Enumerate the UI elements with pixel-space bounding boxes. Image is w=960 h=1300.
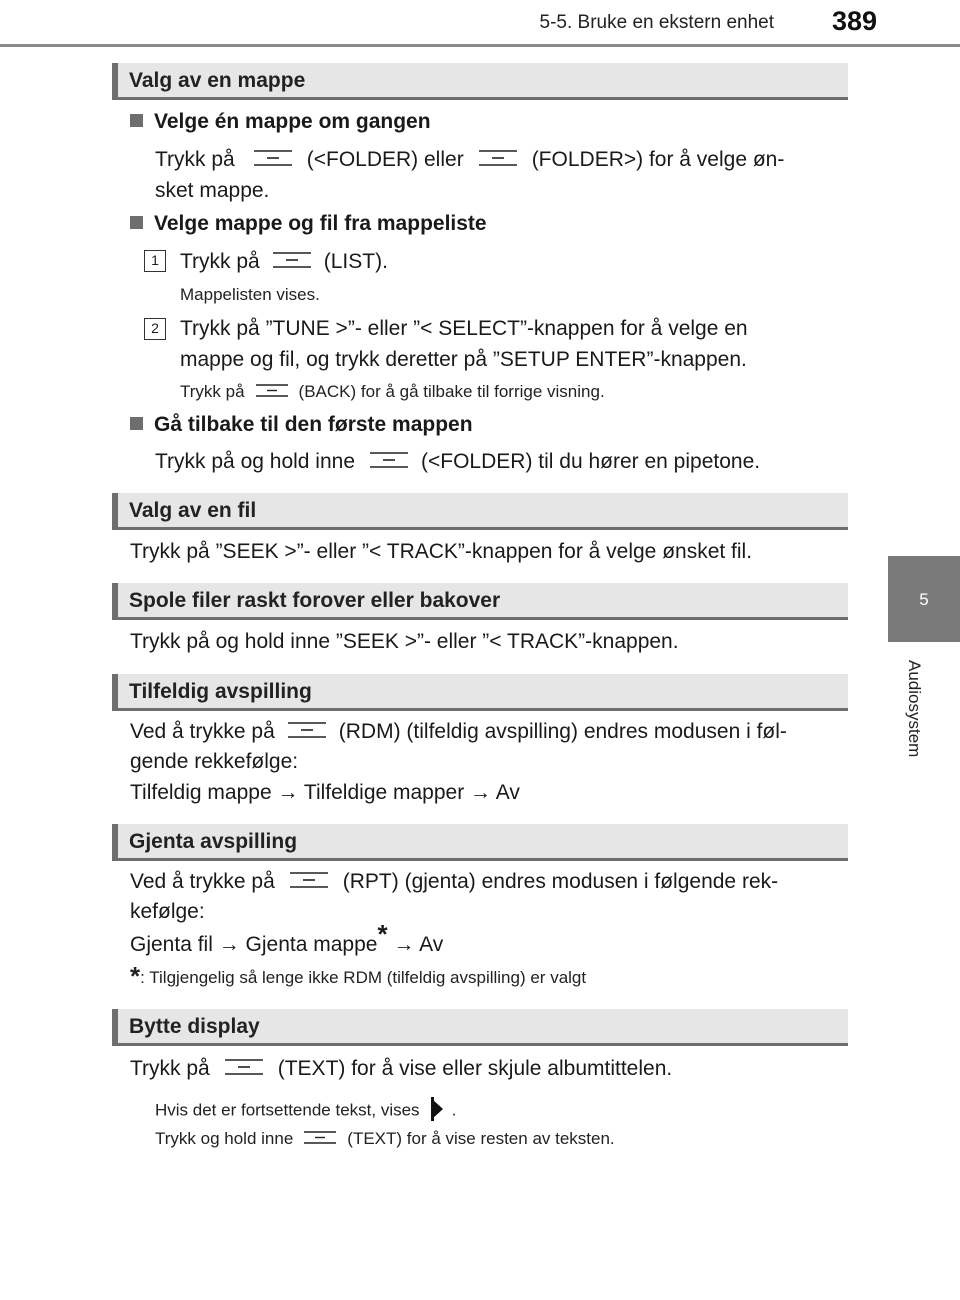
section-heading-seek — [112, 583, 848, 620]
subheading-folder-list-text: Velge mappe og fil fra mappeliste — [154, 212, 487, 235]
square-bullet-icon — [130, 216, 143, 229]
text: (LIST). — [323, 250, 388, 273]
section-heading-folder-text: Valg av en mappe — [129, 69, 306, 92]
button-icon — [253, 149, 293, 167]
page-number: 389 — [832, 6, 878, 36]
section-heading-display — [112, 1009, 848, 1046]
paragraph-one-folder-cont: sket mappe. — [155, 179, 270, 202]
text: → Av — [387, 933, 444, 956]
button-icon — [289, 871, 329, 889]
paragraph-repeat-line-3 — [130, 919, 444, 960]
subheading-one-folder-text: Velge én mappe om gangen — [154, 110, 431, 133]
text: (<FOLDER) eller — [306, 148, 464, 171]
step-1-note: Mappelisten vises. — [180, 285, 320, 304]
text: Trykk på — [155, 148, 235, 171]
chapter-tab-label-text: Audiosystem — [905, 660, 924, 758]
text: (FOLDER>) for å velge øn- — [531, 148, 785, 171]
step-badge-2: 2 — [144, 318, 166, 340]
footnote-repeat — [130, 962, 586, 990]
display-note-1 — [155, 1098, 456, 1124]
footnote-text: : Tilgjengelig så lenge ikke RDM (tilfeldig avspilling) er valgt — [140, 968, 587, 987]
paragraph-random-line-1 — [130, 716, 787, 747]
continue-arrow-icon — [430, 1096, 444, 1122]
step-1-text — [180, 246, 388, 277]
footnote-mark: * — [130, 961, 141, 991]
section-heading-folder — [112, 63, 848, 100]
text: Trykk på — [180, 250, 260, 273]
square-bullet-icon — [130, 417, 143, 430]
text: Trykk på — [180, 382, 245, 401]
text: . — [451, 1100, 457, 1120]
step-badge-1: 1 — [144, 250, 166, 272]
chapter-section-title: 5-5. Bruke en ekstern enhet — [539, 12, 774, 33]
step-2-line-2: mappe og fil, og trykk deretter på ”SETUP ENTER”-knappen. — [180, 348, 747, 371]
step-2-note — [180, 380, 605, 404]
text: Trykk og hold inne — [155, 1129, 294, 1148]
paragraph-repeat-line-2: kefølge: — [130, 900, 205, 923]
subheading-one-folder — [130, 106, 431, 137]
step-2-line-1: Trykk på ”TUNE >”- eller ”< SELECT”-knappen for å velge en — [180, 317, 748, 340]
text: Ved å trykke på — [130, 870, 275, 893]
text: (RDM) (tilfeldig avspilling) endres modusen i føl- — [338, 720, 787, 743]
button-icon — [369, 451, 409, 469]
section-heading-repeat-text: Gjenta avspilling — [129, 830, 298, 853]
text: (<FOLDER) til du hører en pipetone. — [421, 450, 761, 473]
text: Gjenta fil → Gjenta mappe — [130, 933, 378, 956]
button-icon — [272, 251, 312, 269]
button-icon — [224, 1058, 264, 1076]
text: Trykk på og hold inne — [155, 450, 356, 473]
text: (TEXT) for å vise resten av teksten. — [347, 1129, 615, 1148]
subheading-first-folder — [130, 409, 473, 440]
paragraph-repeat-line-1 — [130, 866, 778, 897]
button-icon — [303, 1130, 337, 1145]
square-bullet-icon — [130, 114, 143, 127]
section-heading-repeat — [112, 824, 848, 861]
display-note-2 — [155, 1127, 615, 1151]
paragraph-random-line-2: gende rekkefølge: — [130, 750, 299, 773]
section-heading-random-text: Tilfeldig avspilling — [129, 680, 312, 703]
text: Ved å trykke på — [130, 720, 275, 743]
text: (TEXT) for å vise eller skjule albumtittelen. — [277, 1057, 673, 1080]
button-icon — [287, 721, 327, 739]
paragraph-random-line-3: Tilfeldig mappe → Tilfeldige mapper → Av — [130, 781, 520, 804]
chapter-tab-number: 5 — [919, 590, 929, 609]
text: (BACK) for å gå tilbake til forrige visning. — [298, 382, 605, 401]
section-heading-random — [112, 674, 848, 711]
paragraph-seek: Trykk på og hold inne ”SEEK >”- eller ”< TRACK”-knappen. — [130, 630, 679, 653]
paragraph-first-folder — [155, 446, 760, 477]
paragraph-file: Trykk på ”SEEK >”- eller ”< TRACK”-knappen for å velge ønsket fil. — [130, 540, 753, 563]
subheading-first-folder-text: Gå tilbake til den første mappen — [154, 413, 473, 436]
paragraph-one-folder — [155, 144, 848, 175]
section-heading-seek-text: Spole filer raskt forover eller bakover — [129, 589, 501, 612]
button-icon — [478, 149, 518, 167]
section-heading-file-text: Valg av en fil — [129, 499, 257, 522]
section-heading-file — [112, 493, 848, 530]
text: Hvis det er fortsettende tekst, vises — [155, 1100, 420, 1120]
section-heading-display-text: Bytte display — [129, 1015, 260, 1038]
text: (RPT) (gjenta) endres modusen i følgende rek- — [342, 870, 779, 893]
footnote-mark: * — [377, 919, 388, 949]
subheading-folder-list — [130, 208, 487, 239]
paragraph-display — [130, 1053, 672, 1084]
text: Trykk på — [130, 1057, 210, 1080]
button-icon — [255, 383, 289, 398]
header-rule — [0, 44, 960, 47]
